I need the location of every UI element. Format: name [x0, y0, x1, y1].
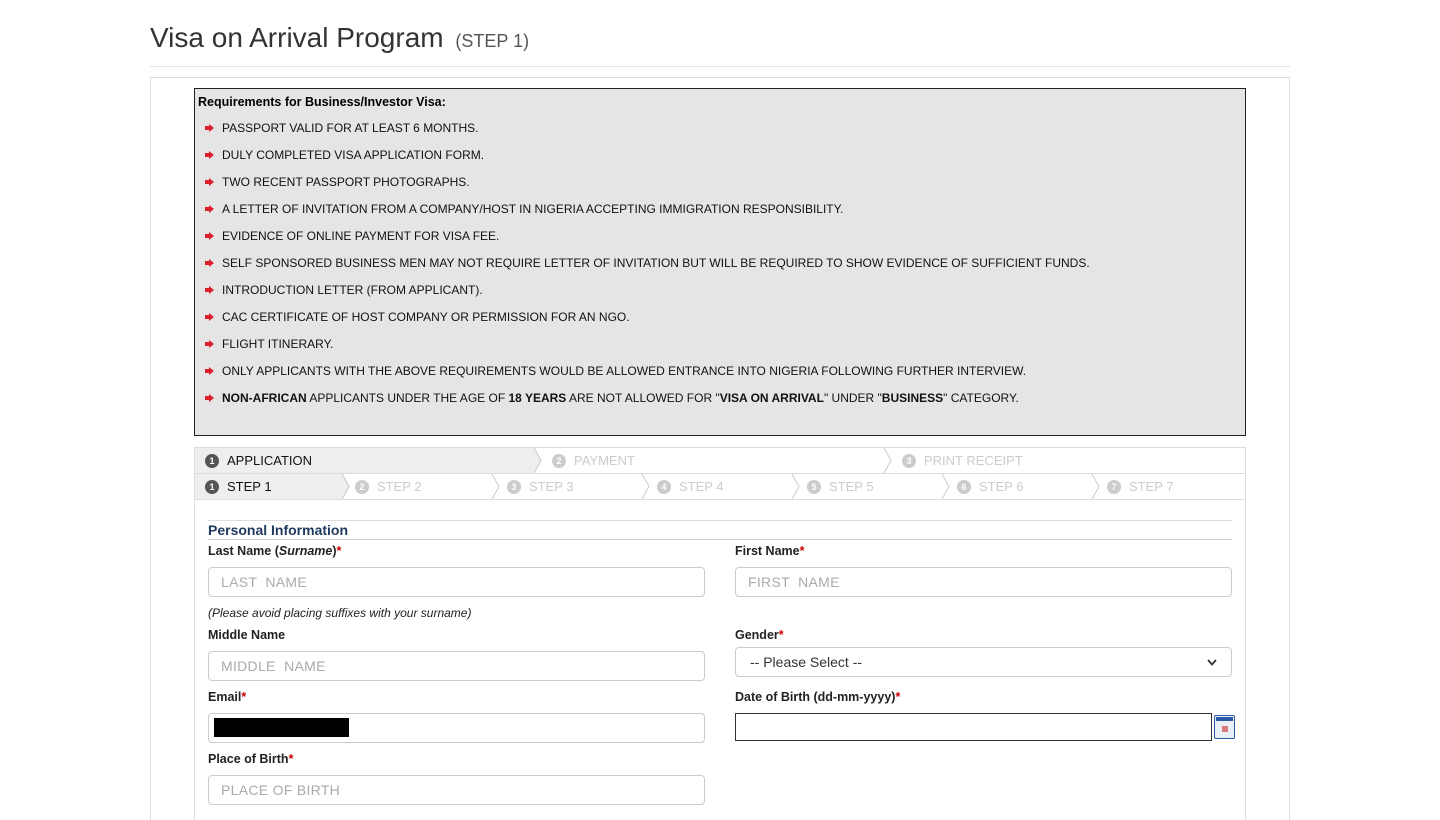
step-label: STEP 3 — [529, 479, 574, 494]
email-input[interactable] — [208, 713, 705, 743]
place-of-birth-input[interactable] — [208, 775, 705, 805]
main-step-print-receipt[interactable] — [885, 448, 1245, 473]
step-separator-icon — [1086, 474, 1100, 499]
page-title-text: Visa on Arrival Program — [150, 22, 444, 53]
requirement-text: A LETTER OF INVITATION FROM A COMPANY/HOST IN NIGERIA ACCEPTING IMMIGRATION RESPONSIBILITY. — [222, 202, 844, 216]
arrow-right-icon — [205, 178, 214, 186]
list-item — [205, 256, 1090, 283]
dob-label: Date of Birth (dd-mm-yyyy)* — [735, 690, 901, 704]
sub-step-7[interactable] — [1093, 474, 1245, 499]
main-steps — [195, 448, 1245, 474]
step-label: PAYMENT — [574, 453, 635, 468]
redacted-value — [214, 718, 349, 737]
sub-step-3[interactable] — [493, 474, 643, 499]
required-star: * — [778, 628, 784, 642]
sub-steps — [195, 474, 1245, 500]
list-item — [205, 229, 1090, 256]
requirement-text: NON-AFRICAN APPLICANTS UNDER THE AGE OF 18 YEARS ARE NOT ALLOWED FOR "VISA ON ARRIVAL" UNDER "BUSINESS" CATEGORY. — [222, 391, 1019, 405]
step-number: 5 — [807, 480, 821, 494]
gender-select[interactable] — [735, 647, 1232, 677]
step-label: STEP 1 — [227, 479, 272, 494]
list-item — [205, 283, 1090, 310]
requirements-box — [194, 88, 1246, 436]
first-name-input[interactable] — [735, 567, 1232, 597]
sub-step-5[interactable] — [793, 474, 943, 499]
last-name-label: Last Name (Surname)* — [208, 544, 342, 558]
dob-input[interactable] — [735, 713, 1212, 741]
application-wizard — [194, 447, 1246, 820]
step-label: STEP 6 — [979, 479, 1024, 494]
page-subtitle: (STEP 1) — [455, 31, 530, 51]
step-number: 3 — [902, 454, 916, 468]
middle-name-label: Middle Name — [208, 628, 286, 642]
step-separator-icon — [636, 474, 650, 499]
list-item — [205, 364, 1090, 391]
place-of-birth-label: Place of Birth* — [208, 752, 294, 766]
required-star: * — [241, 690, 247, 704]
required-star: * — [895, 690, 901, 704]
middle-name-input[interactable] — [208, 651, 705, 681]
requirement-text: DULY COMPLETED VISA APPLICATION FORM. — [222, 148, 485, 162]
main-step-payment[interactable] — [535, 448, 885, 473]
gender-label: Gender* — [735, 628, 784, 642]
page-title — [150, 18, 1290, 61]
first-name-label: First Name* — [735, 544, 805, 558]
calendar-icon[interactable] — [1214, 715, 1235, 739]
last-name-input[interactable] — [208, 567, 705, 597]
requirement-text: SELF SPONSORED BUSINESS MEN MAY NOT REQUIRE LETTER OF INVITATION BUT WILL BE REQUIRED TO SHOW EVIDENCE OF SUFFICIENT FUNDS. — [222, 256, 1090, 270]
required-star: * — [288, 752, 294, 766]
list-item — [205, 148, 1090, 175]
step-number: 2 — [552, 454, 566, 468]
step-label: STEP 2 — [377, 479, 422, 494]
requirement-text: CAC CERTIFICATE OF HOST COMPANY OR PERMISSION FOR AN NGO. — [222, 310, 630, 324]
step-number: 1 — [205, 454, 219, 468]
arrow-right-icon — [205, 367, 214, 375]
requirements-title: Requirements for Business/Investor Visa: — [198, 95, 446, 109]
arrow-right-icon — [205, 313, 214, 321]
step-number: 7 — [1107, 480, 1121, 494]
list-item — [205, 310, 1090, 337]
arrow-right-icon — [205, 205, 214, 213]
requirement-text: PASSPORT VALID FOR AT LEAST 6 MONTHS. — [222, 121, 479, 135]
step-label: STEP 7 — [1129, 479, 1174, 494]
email-label: Email* — [208, 690, 247, 704]
arrow-right-icon — [205, 394, 214, 402]
requirements-list — [205, 121, 1090, 418]
step-number: 1 — [205, 480, 219, 494]
step-number: 4 — [657, 480, 671, 494]
step-number: 2 — [355, 480, 369, 494]
step-label: STEP 4 — [679, 479, 724, 494]
page-header — [150, 18, 1290, 67]
list-item — [205, 391, 1090, 418]
arrow-right-icon — [205, 232, 214, 240]
step-label: PRINT RECEIPT — [924, 453, 1023, 468]
step-number: 6 — [957, 480, 971, 494]
required-star: * — [336, 544, 342, 558]
step-separator-icon — [528, 448, 542, 473]
requirement-text: TWO RECENT PASSPORT PHOTOGRAPHS. — [222, 175, 470, 189]
requirement-text: ONLY APPLICANTS WITH THE ABOVE REQUIREMENTS WOULD BE ALLOWED ENTRANCE INTO NIGERIA FOLLOWING FURTHER INTERVIEW. — [222, 364, 1027, 378]
list-item — [205, 121, 1090, 148]
arrow-right-icon — [205, 259, 214, 267]
main-step-application[interactable] — [195, 448, 535, 473]
list-item — [205, 175, 1090, 202]
requirement-text: EVIDENCE OF ONLINE PAYMENT FOR VISA FEE. — [222, 229, 500, 243]
last-name-hint: (Please avoid placing suffixes with your surname) — [208, 606, 472, 620]
arrow-right-icon — [205, 151, 214, 159]
step-separator-icon — [878, 448, 892, 473]
step-separator-icon — [786, 474, 800, 499]
step-number: 3 — [507, 480, 521, 494]
required-star: * — [799, 544, 805, 558]
arrow-right-icon — [205, 286, 214, 294]
chevron-down-icon — [1207, 659, 1217, 666]
sub-step-4[interactable] — [643, 474, 793, 499]
gender-selected-value: -- Please Select -- — [750, 654, 863, 670]
list-item — [205, 202, 1090, 229]
section-title: Personal Information — [208, 520, 1232, 540]
step-separator-icon — [486, 474, 500, 499]
sub-step-6[interactable] — [943, 474, 1093, 499]
requirement-text: FLIGHT ITINERARY. — [222, 337, 334, 351]
step-separator-icon — [936, 474, 950, 499]
sub-step-2[interactable] — [343, 474, 493, 499]
requirement-text: INTRODUCTION LETTER (FROM APPLICANT). — [222, 283, 483, 297]
list-item — [205, 337, 1090, 364]
step-label: STEP 5 — [829, 479, 874, 494]
step-label: APPLICATION — [227, 453, 313, 468]
arrow-right-icon — [205, 340, 214, 348]
arrow-right-icon — [205, 124, 214, 132]
step-separator-icon — [336, 474, 350, 499]
sub-step-1[interactable] — [195, 474, 343, 499]
